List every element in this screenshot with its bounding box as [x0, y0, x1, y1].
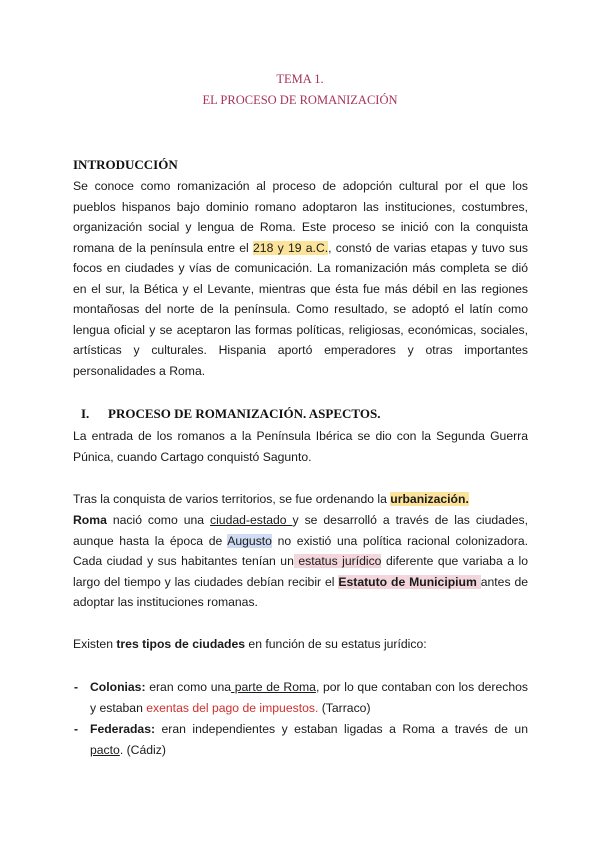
- pacto-underlined: pacto: [90, 742, 120, 757]
- bullet-text: eran independientes y estaban ligadas a Roma a través de un: [155, 722, 528, 736]
- roma-bold: Roma: [73, 513, 107, 527]
- intro-paragraph: [73, 176, 528, 381]
- ciudad-estado-underlined: ciudad-estado: [209, 513, 293, 527]
- intro-highlight-dates: 218 y 19 a.C.: [253, 240, 329, 255]
- bullet-label: Colonias:: [90, 680, 146, 694]
- document-title-line2: EL PROCESO DE ROMANIZACIÓN: [202, 93, 398, 107]
- urbanizacion-text: Tras la conquista de varios territorios, se fue ordenando la: [73, 492, 391, 506]
- section1-heading: PROCESO DE ROMANIZACIÓN. ASPECTOS.: [108, 406, 381, 421]
- bullet-text: , por lo que contaban con los derechos y estaban: [90, 680, 528, 715]
- augusto-highlight: Augusto: [227, 533, 272, 548]
- intro-text-b: , constó de varias etapas y tuvo sus focos en ciudades y vías de comunicación. La romanización más completa se dió en el sur, la Bética y el Levante, mientras que ésta fue más débil en las regiones montañosas del norte de la península. Como resultado, se adoptó el latín como lengua oficial y se aceptaron las formas políticas, religiosas, económicas, sociales, artísticas y culturales. Hispania aportó emperadores y otras importantes personalidades a Roma.: [73, 240, 528, 378]
- estatus-juridico-highlight: estatus jurídico: [293, 554, 382, 568]
- para3-text-5: antes de adoptar las instituciones romanas.: [73, 574, 528, 609]
- intro-text-a: Se conoce como romanización al proceso de adopción cultural por el que los pueblos hispanos bajo dominio romano adoptaron las instituciones, costumbres, organización social y lengua de Roma. Este proceso se inició con la conquista romana de la península entre el: [73, 179, 528, 255]
- estatuto-municipium-highlight: Estatuto de Municipium: [338, 574, 481, 589]
- section1-paragraph-1: La entrada de los romanos a la Península Ibérica se dio con la Segunda Guerra Púnica, cuando Cartago conquistó Sagunto.: [73, 429, 528, 464]
- exentas-impuestos-red: exentas del pago de impuestos.: [146, 700, 319, 715]
- para3-text-2: y se desarrolló a través de las ciudades, aunque hasta la época de: [73, 513, 528, 548]
- bullet-dash: -: [74, 680, 79, 694]
- intro-heading: INTRODUCCIÓN: [73, 157, 178, 172]
- bullet-text: eran como una: [145, 680, 232, 694]
- section1-number: I.: [81, 406, 90, 421]
- section1-paragraph-4: [73, 634, 528, 655]
- para3-text-1: nació como una: [106, 513, 210, 527]
- bullet-dash: -: [74, 722, 79, 736]
- bullet-label: Federadas:: [90, 722, 156, 736]
- bullet-text: (Tarraco): [318, 700, 371, 715]
- para4-text-1: Existen: [73, 637, 117, 651]
- section1-paragraph-3: [73, 510, 528, 613]
- document-title-line1: TEMA 1.: [276, 72, 324, 86]
- tres-tipos-bold: tres tipos de ciudades: [116, 637, 246, 651]
- bullet-text: . (Cádiz): [119, 742, 166, 757]
- para4-text-2: en función de su estatus jurídico:: [245, 637, 427, 651]
- parte-de-roma-underlined: parte de Roma: [231, 680, 316, 694]
- urbanizacion-highlight: urbanización.: [390, 492, 469, 506]
- para3-text-4: diferente que variaba a lo largo del tiempo y las ciudades debían recibir el: [73, 554, 529, 589]
- section1-paragraph-2: [73, 489, 528, 510]
- para3-text-3: no existió una política racional colonizadora. Cada ciudad y sus habitantes tenían un: [73, 533, 528, 568]
- bullet-federadas: [74, 719, 528, 760]
- bullet-colonias: [74, 677, 528, 718]
